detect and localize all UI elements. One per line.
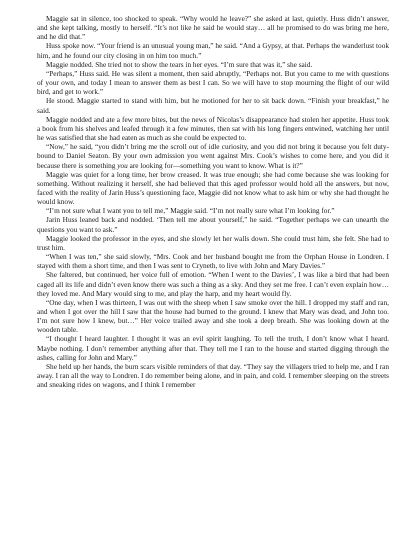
paragraph: Maggie sat in silence, too shocked to speak. “Why would he leave?” she asked at last, quietly. Huss didn’t answer, and she kept talking, mostly to herself. “It’s not like he said he would stay… all he promised to do was bring me here, and he did that.” [37, 14, 389, 42]
book-page [37, 14, 389, 389]
paragraph: “Perhaps,” Huss said. He was silent a moment, then said abruptly, “Perhaps not. But you came to me with questions of your own, and today I mean to answer them as best I can. So we will have to stop mourning the flight of our wild bird, and get to work.” [37, 68, 389, 97]
paragraph: She faltered, but continued, her voice full of emotion. “When I went to the Davies’, I was like a bird that had been caged all its life and didn’t even know there was such a thing as a sky. And they set me free. I can’t even explain how… they loved me. And Mary would sing to me, and play the harp, and my heart would fly. [37, 270, 389, 298]
paragraph: Maggie nodded. She tried not to show the tears in her eyes. “I’m sure that was it,” she said. [46, 59, 313, 69]
paragraph: Maggie looked the professor in the eyes, and she slowly let her walls down. She could trust him, she felt. She had to trust him. [37, 233, 389, 252]
paragraph: He stood. Maggie started to stand with him, but he motioned for her to sit back down. “Finish your breakfast,” he said. [37, 96, 389, 115]
emphasis-text: you [117, 160, 128, 170]
paragraph [37, 142, 389, 169]
paragraph-text: are looking for—something you want to know. What is it?” [127, 160, 303, 170]
paragraph: “I thought I heard laughter. I thought it was an evil spirit laughing. To tell the truth, I don’t know what I heard. Maybe nothing. I don’t remember anything after that. They tell me I ran to the house and started digging through the ashes, calling for John and Mary.” [37, 334, 389, 362]
paragraph: “When I was ten,” she said slowly, “Mrs. Cook and her husband bought me from the Orphan House in Londren. I stayed with them a short time, and then I was sent to Cryneth, to live with John and Mary Davies.” [37, 252, 389, 271]
paragraph: Maggie was quiet for a long time, her brow creased. It was true enough; she had come because she was looking for something. Without realizing it herself, she had believed that this aged professor would hold all the answers, but now, faced with the reality of Jarin Huss’s questioning face, Maggie did not know what to ask him or why she had thought he would know. [37, 169, 389, 207]
paragraph: Jarin Huss leaned back and nodded. ‘Then tell me about yourself,” he said. “Together perhaps we can unearth the questions you want to ask.” [37, 215, 389, 234]
paragraph: She held up her hands, the burn scars visible reminders of that day. “They say the villagers tried to help me, and I ran away. I ran all the way to Londren. I do remember being alone, and in pain, and cold. I remember sleeping on the streets and sneaking rides on wagons, and I think I remember [37, 361, 389, 390]
paragraph: “One day, when I was thirteen, I was out with the sheep when I saw smoke over the hill. I dropped my staff and ran, and when I got over the hill I saw that the house had burned to the ground. I knew that Mary was dead, and John too. I’m not sure how I knew, but…” Her voice trailed away and she took a deep breath. She was looking down at the wooden table. [37, 297, 389, 335]
paragraph: “I’m not sure what I want you to tell me,” Maggie said. “I’m not really sure what I’m looking for.” [46, 206, 335, 216]
paragraph: Maggie nodded and ate a few more bites, but the news of Nicolas’s disappearance had stolen her appetite. Huss took a book from his shelves and leafed through it a few minutes, then sat with his long fingers entwined, watching her until he was satisfied that she had eaten as much as she could be expected to. [37, 114, 389, 143]
paragraph: Huss spoke now. “Your friend is an unusual young man,” he said. “And a Gypsy, at that. Perhaps the wanderlust took him, and he found our city closing in on him too much.” [37, 41, 389, 60]
paragraph-text: “Now,” he said, “you didn’t bring me the scroll out of idle curiosity, and you did not bring it because you felt duty-bound to Daniel Seaton. By your own admission you went against Mrs. Cook’s wishes to come here, and you did it because there is something [37, 142, 389, 170]
